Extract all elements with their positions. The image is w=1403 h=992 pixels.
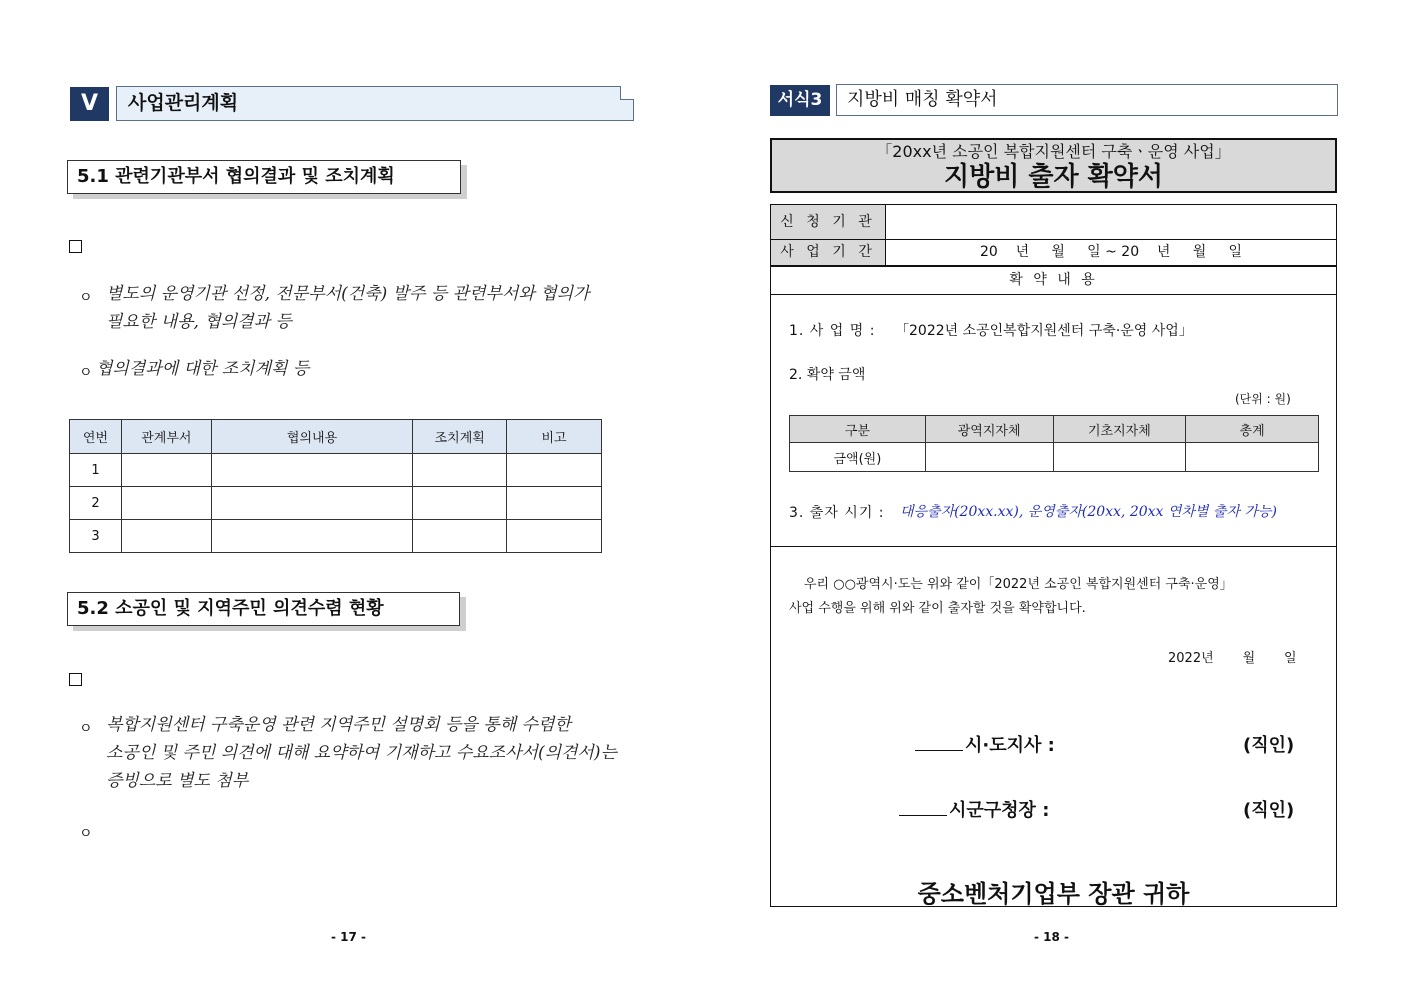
table-header-row [70,420,602,454]
bullet-icon: ㅇ [79,721,93,737]
unit-note: (단위 : 원) [1235,392,1291,406]
item2-label: 2. 확약 금액 [789,367,866,383]
amount-table [789,415,1319,472]
table-row [70,454,602,487]
table-row [70,487,602,520]
bullet-icon: ㅇ [79,290,93,306]
section1-bullet-line2: 필요한 내용, 협의결과 등 [106,312,292,332]
section-5-2-title: 5.2 소공인 및 지역주민 의견수렴 현황 [67,592,460,626]
addressee: 중소벤처기업부 장관 귀하 [917,880,1190,908]
page-number-left: - 17 - [331,930,367,944]
period-label: 사 업 기 간 [771,240,885,265]
amount-header-cell: 구분 [790,416,926,443]
table-header-cell: 조치계획 [413,420,507,454]
section1-bullet-line3: 협의결과에 대한 조치계획 등 [96,359,310,379]
consultation-table [69,419,602,553]
section2-bullet-line1: 복합지원센터 구축운영 관련 지역주민 설명회 등을 통해 수렴한 [106,715,571,735]
section2-bullet-line2: 소공인 및 주민 의견에 대해 요약하여 기재하고 수요조사서(의견서)는 [106,743,617,763]
amount-header-cell: 총계 [1186,416,1319,443]
row-divider [771,265,1336,267]
pledge-header-title: 지방비 출자 확약서 [943,162,1164,192]
page-number-right: - 18 - [1034,930,1070,944]
mayor-label: 시군구청장 : [949,800,1050,821]
section-5-1-title: 5.1 관련기관부서 협의결과 및 조치계획 [67,160,461,194]
table-header-cell: 비고 [507,420,602,454]
row-number-cell: 1 [70,454,122,487]
checkbox-icon [69,673,82,686]
folded-corner-icon [620,86,634,100]
table-header-cell: 협의내용 [211,420,413,454]
item3-value: 대응출자(20xx.xx), 운영출자(20xx, 20xx 연차별 출자 가능) [900,504,1277,520]
amount-header-cell: 기초지자체 [1053,416,1186,443]
chapter-number-badge: V [70,87,109,121]
signature-blank-line [899,815,947,816]
amount-header-cell: 광역지자체 [925,416,1053,443]
chapter-title: 사업관리계획 [128,92,239,114]
checkbox-icon [69,240,82,253]
pledge-date: 2022년 월 일 [1168,651,1297,666]
bullet-icon: ㅇ [79,365,93,381]
section1-bullet-line1: 별도의 운영기관 선정, 전문부서(건축) 발주 등 관련부서와 협의가 [106,284,590,304]
applicant-value [886,205,1336,239]
row-number-cell: 2 [70,487,122,520]
pledge-text-line1: 우리 ○○광역시·도는 위와 같이「2022년 소공인 복합지원센터 구축·운영」 [804,577,1233,592]
row-number-cell: 3 [70,520,122,553]
period-value: 20 년 월 일 ~ 20 년 월 일 [979,244,1242,260]
amount-row [790,443,1319,472]
row-divider [771,294,1336,295]
table-row [70,520,602,553]
signature-mayor [899,796,1049,822]
seal-mark: (직인) [1243,735,1295,756]
pledge-header-subtitle: 「20xx년 소공인 복합지원센터 구축ㆍ운영 사업」 [876,142,1231,161]
item1-label: 1. 사 업 명 : [789,323,876,339]
applicant-label: 신 청 기 관 [771,205,885,239]
form-tag-badge: 서식3 [770,85,830,116]
row-divider [771,546,1336,547]
pledge-header-box [770,138,1337,193]
signature-governor [915,731,1055,757]
table-header-cell: 연번 [70,420,122,454]
item1-value: 「2022년 소공인복합지원센터 구축·운영 사업」 [895,323,1193,339]
table-header-cell: 관계부서 [121,420,211,454]
section2-bullet-line3: 증빙으로 별도 첨부 [106,771,249,791]
amount-header-row [790,416,1319,443]
governor-label: 시·도지사 : [965,735,1055,756]
item3-label: 3. 출자 시기 : [789,505,885,521]
pledge-text-line2: 사업 수행을 위해 위와 같이 출자할 것을 확약합니다. [789,601,1086,616]
signature-blank-line [915,750,963,751]
amount-row-label: 금액(원) [790,443,926,472]
bullet-icon: ㅇ [79,826,93,842]
form-title: 지방비 매칭 확약서 [836,84,1338,116]
seal-mark: (직인) [1243,800,1295,821]
content-header: 확 약 내 용 [1009,272,1098,288]
